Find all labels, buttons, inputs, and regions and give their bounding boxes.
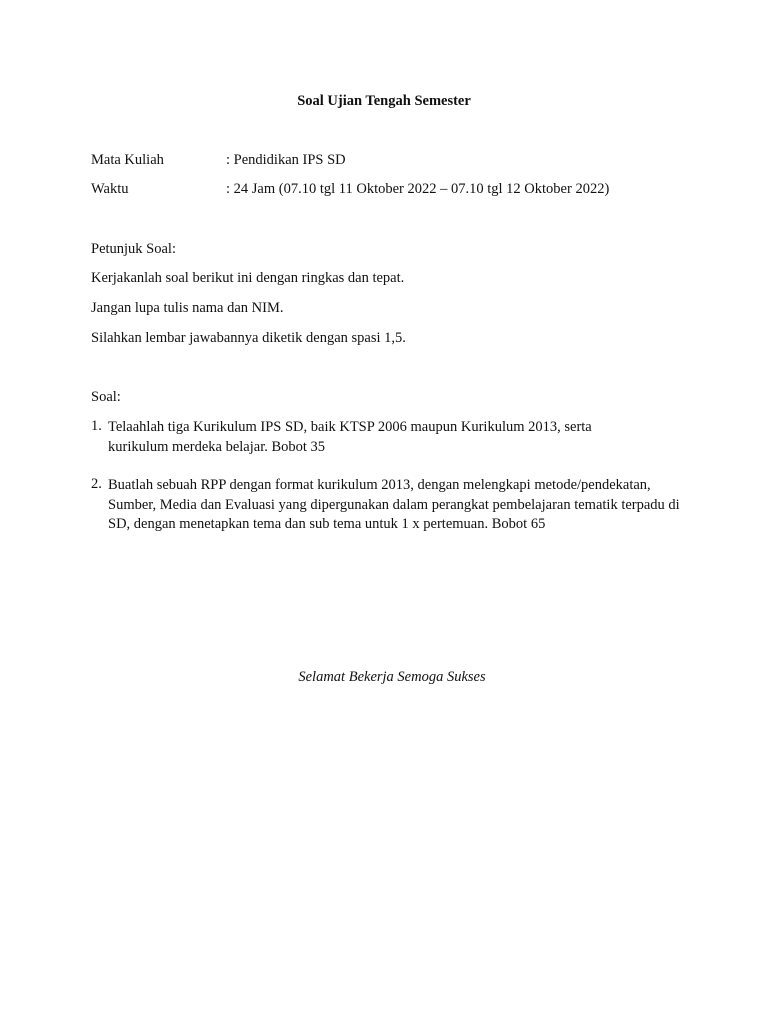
closing-message: Selamat Bekerja Semoga Sukses bbox=[298, 669, 486, 685]
question-text: Telaahlah tiga Kurikulum IPS SD, baik KTSP 2006 maupun Kurikulum 2013, serta kurikulum merdeka belajar. Bobot 35 bbox=[108, 419, 592, 455]
info-label-time: Waktu bbox=[91, 181, 129, 197]
info-label-course: Mata Kuliah bbox=[91, 152, 164, 168]
document-title: Soal Ujian Tengah Semester bbox=[297, 93, 471, 109]
question-text: Buatlah sebuah RPP dengan format kurikulum 2013, dengan melengkapi metode/pendekatan, Sumber, Media dan Evaluasi yang dipergunakan dalam perangkat pembelajaran tematik terpadu di SD, dengan menetapkan tema dan sub tema untuk 1 x pertemuan. Bobot 65 bbox=[108, 477, 680, 532]
info-value-time: : 24 Jam (07.10 tgl 11 Oktober 2022 – 07.10 tgl 12 Oktober 2022) bbox=[226, 181, 610, 197]
instruction-line: Silahkan lembar jawabannya diketik dengan spasi 1,5. bbox=[91, 330, 406, 346]
info-value-course: : Pendidikan IPS SD bbox=[226, 152, 346, 168]
question-number: 2. bbox=[91, 476, 102, 492]
instruction-line: Kerjakanlah soal berikut ini dengan ringkas dan tepat. bbox=[91, 270, 405, 286]
instructions-heading: Petunjuk Soal: bbox=[91, 241, 176, 257]
question-number: 1. bbox=[91, 418, 102, 434]
instruction-line: Jangan lupa tulis nama dan NIM. bbox=[91, 300, 284, 316]
questions-heading: Soal: bbox=[91, 389, 121, 405]
